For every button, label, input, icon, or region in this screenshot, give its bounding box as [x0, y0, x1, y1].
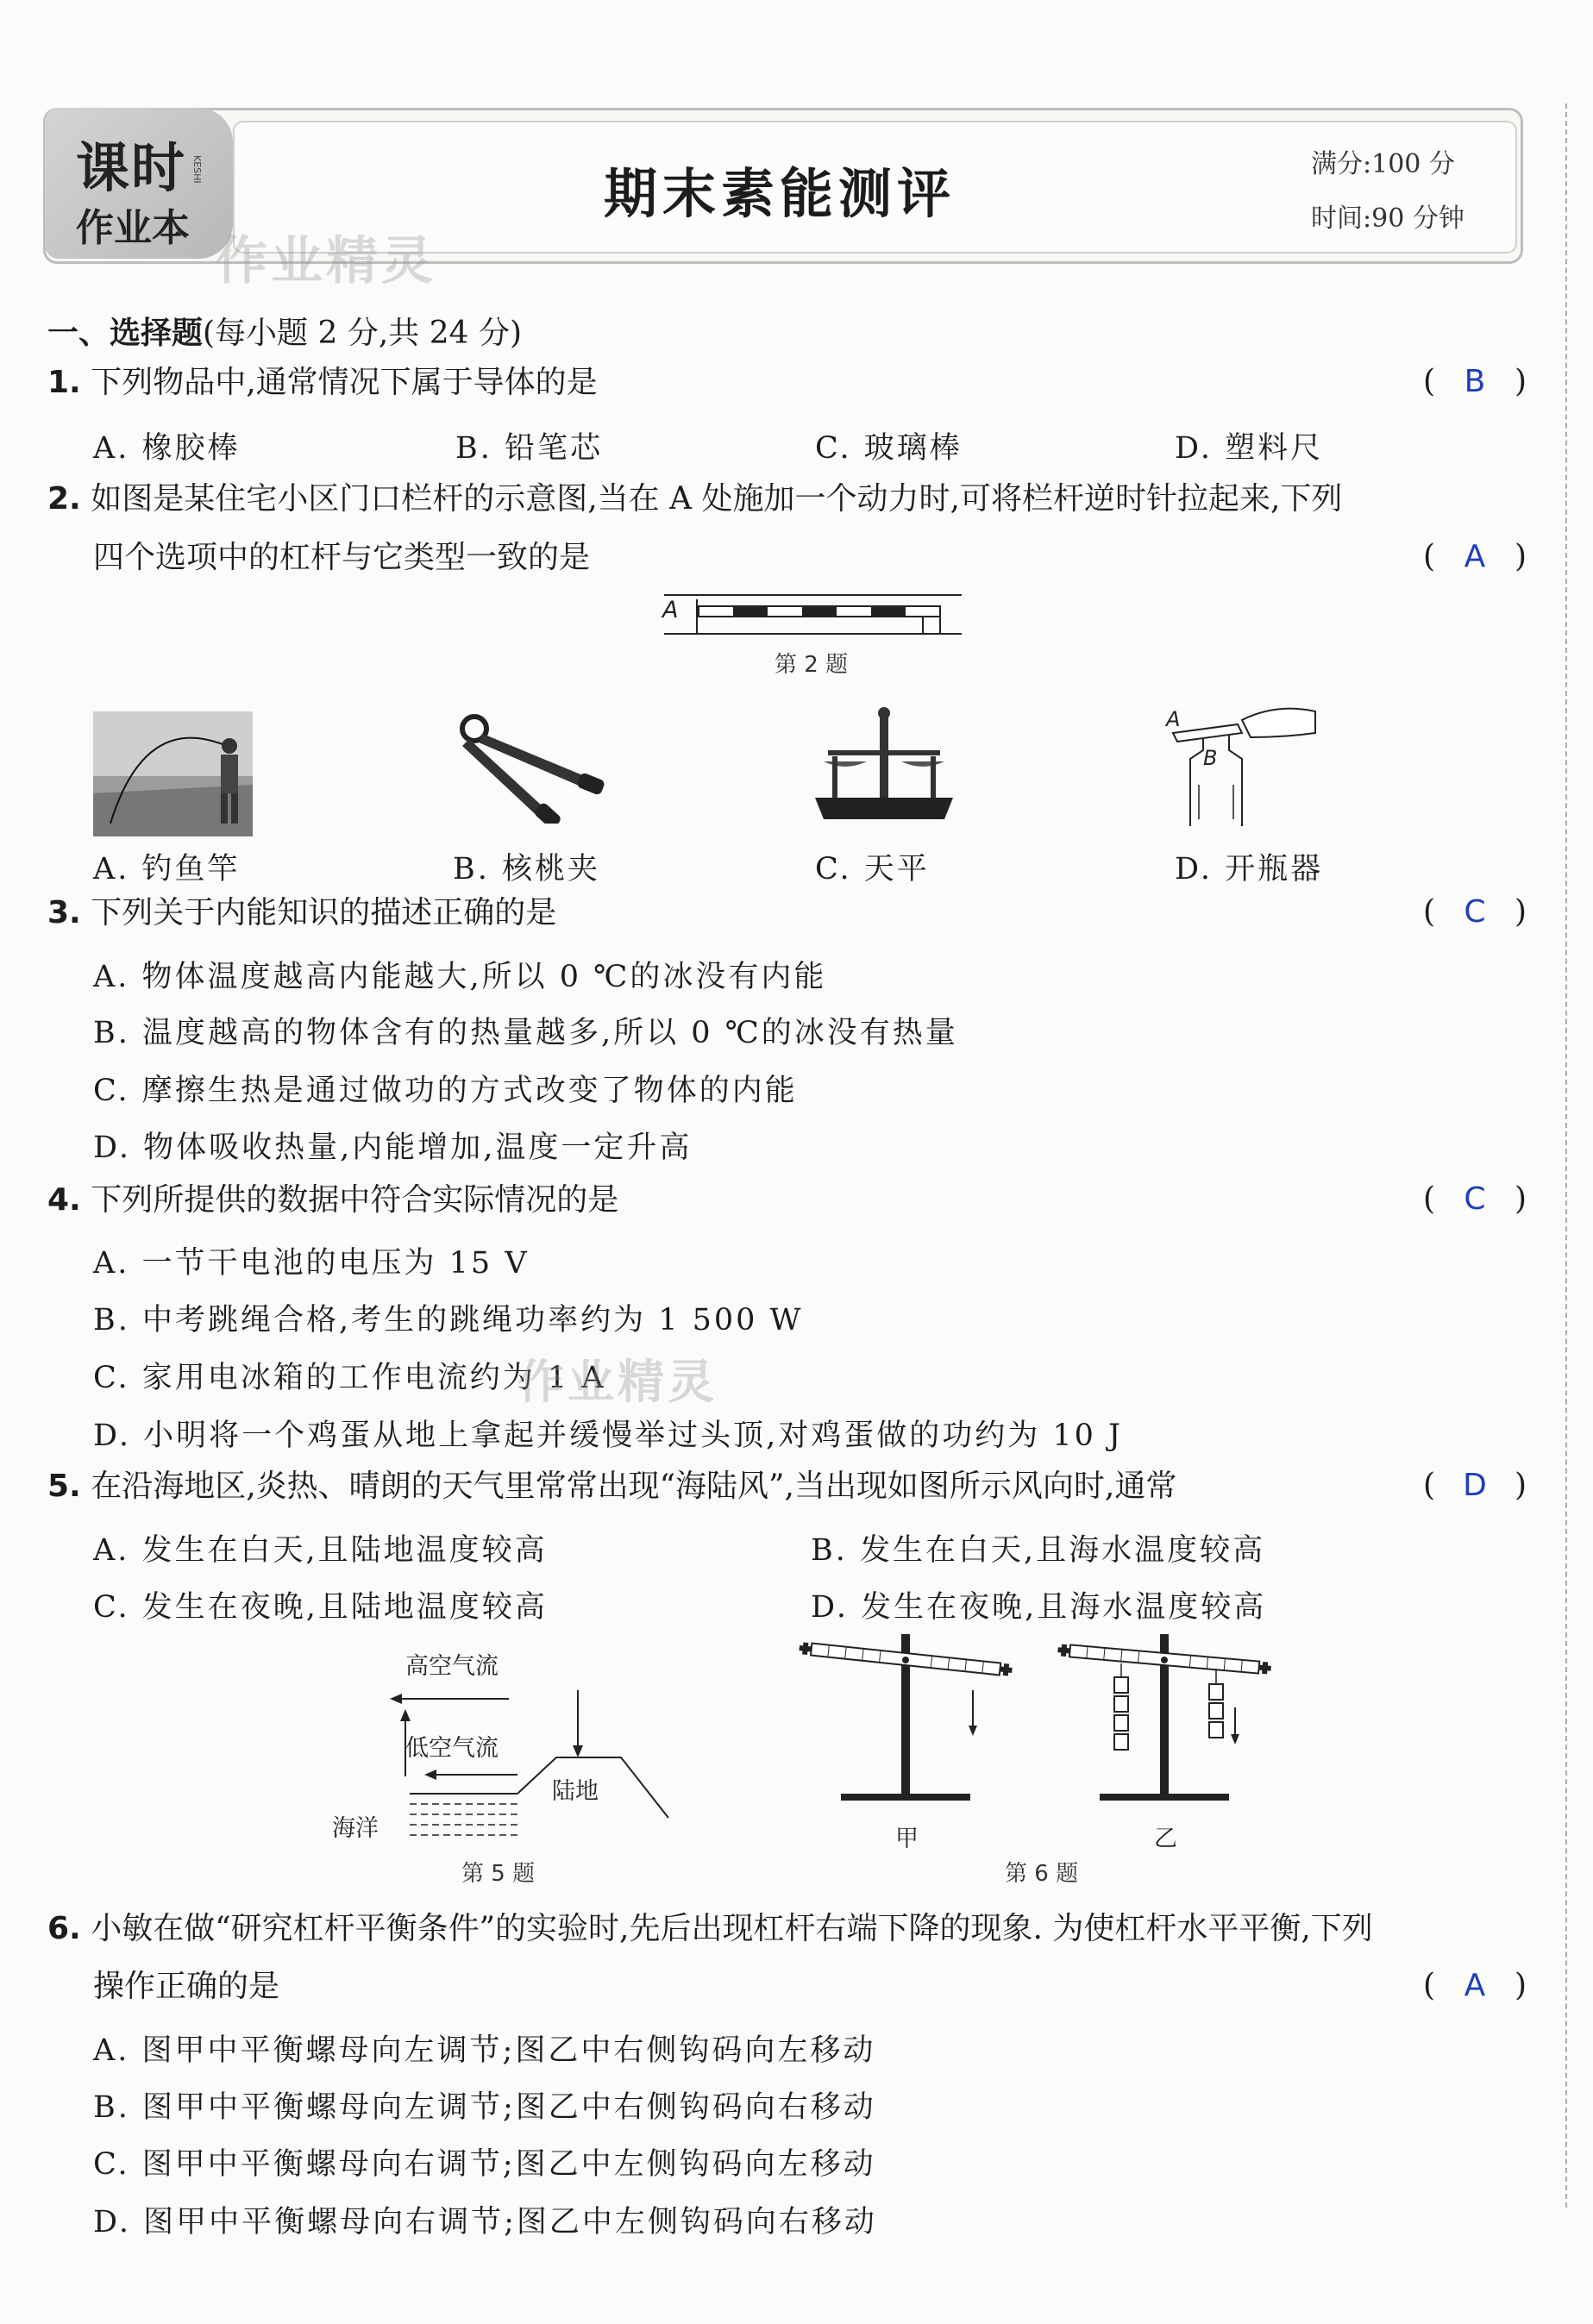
option-1a: A. 橡胶棒: [93, 431, 241, 466]
option-3a: A. 物体温度越高内能越大,所以 0 ℃的冰没有内能: [93, 960, 827, 994]
logo-tag: KESHI: [191, 155, 203, 184]
label-high-air: 高空气流: [405, 1653, 499, 1680]
question-4: [47, 1181, 618, 1218]
option-2c: C. 天平: [815, 852, 930, 886]
barrier-label-a: A: [662, 597, 679, 623]
option-6d: D. 图甲中平衡螺母向右调节;图乙中左侧钩码向右移动: [93, 2205, 877, 2239]
bottle-opener-image: [1156, 698, 1320, 828]
answer-value: C: [1464, 1181, 1486, 1217]
answer-value: B: [1464, 364, 1486, 399]
figure-caption-6: 第 6 题: [1005, 1861, 1079, 1887]
question-2: [47, 480, 1342, 517]
label-ocean: 海洋: [332, 1815, 379, 1842]
score-label: 满分:100 分: [1311, 149, 1455, 179]
question-number: 2.: [47, 481, 81, 517]
watermark: 作业精灵: [216, 231, 436, 291]
margin-dashed-line: [1565, 103, 1567, 2208]
option-1b: B. 铅笔芯: [455, 431, 603, 466]
option-5a: A. 发生在白天,且陆地温度较高: [93, 1533, 548, 1568]
question-number: 6.: [47, 1911, 81, 1946]
option-4b: B. 中考跳绳合格,考生的跳绳功率约为 1 500 W: [93, 1303, 804, 1337]
question-5: [47, 1468, 1176, 1505]
label-jia: 甲: [895, 1826, 919, 1852]
option-3d: D. 物体吸收热量,内能增加,温度一定升高: [93, 1131, 693, 1165]
option-6c: C. 图甲中平衡螺母向右调节;图乙中左侧钩码向左移动: [93, 2147, 876, 2182]
question-stem: 下列物品中,通常情况下属于导体的是: [91, 365, 598, 400]
sea-land-breeze-figure: [345, 1664, 690, 1863]
answer-3: ( C ): [1423, 894, 1527, 930]
option-3c: C. 摩擦生热是通过做功的方式改变了物体的内能: [93, 1074, 798, 1108]
answer-value: A: [1464, 1968, 1486, 2003]
label-low-air: 低空气流: [405, 1735, 499, 1762]
question-stem: 下列所提供的数据中符合实际情况的是: [91, 1182, 619, 1218]
option-2b: B. 核桃夹: [453, 852, 600, 886]
question-stem: 下列关于内能知识的描述正确的是: [91, 895, 557, 930]
answer-value: A: [1464, 539, 1486, 574]
question-stem: 在沿海地区,炎热、晴朗的天气里常常出现“海陆风”,当出现如图所示风向时,通常: [91, 1469, 1177, 1504]
question-6: [47, 1910, 1373, 1947]
logo-text-bottom: 作业本: [76, 206, 190, 250]
question-number: 3.: [47, 895, 81, 930]
option-4c: C. 家用电冰箱的工作电流约为 1 A: [93, 1361, 606, 1395]
option-5b: B. 发生在白天,且海水温度较高: [811, 1533, 1266, 1568]
option-5d: D. 发生在夜晚,且海水温度较高: [811, 1590, 1267, 1625]
figure-caption-5: 第 5 题: [461, 1861, 536, 1887]
answer-value: D: [1463, 1468, 1487, 1503]
option-4a: A. 一节干电池的电压为 15 V: [93, 1246, 530, 1281]
option-4d: D. 小明将一个鸡蛋从地上拿起并缓慢举过头顶,对鸡蛋做的功约为 10 J: [93, 1419, 1124, 1453]
opener-label-a: A: [1166, 707, 1181, 731]
option-3b: B. 温度越高的物体含有的热量越多,所以 0 ℃的冰没有热量: [93, 1016, 958, 1050]
fishing-rod-photo: [93, 711, 253, 836]
section-heading: [47, 309, 522, 353]
nutcracker-image: [448, 711, 608, 824]
option-6b: B. 图甲中平衡螺母向左调节;图乙中右侧钩码向右移动: [93, 2090, 876, 2125]
barrier-figure: [664, 591, 966, 642]
answer-4: ( C ): [1423, 1181, 1527, 1217]
balance-scale-image: [806, 703, 962, 824]
section-title: 一、选择题: [47, 316, 204, 351]
watermark-2: 作业精灵: [517, 1355, 718, 1409]
lever-figures: [793, 1626, 1276, 1815]
opener-label-b: B: [1203, 746, 1218, 770]
option-5c: C. 发生在夜晚,且陆地温度较高: [93, 1590, 548, 1625]
label-yi: 乙: [1154, 1826, 1177, 1852]
question-number: 1.: [47, 365, 81, 400]
page-title: 期末素能测评: [604, 162, 956, 225]
time-label: 时间:90 分钟: [1311, 204, 1464, 234]
logo-text-top: 课时: [76, 136, 187, 199]
question-stem-line2: 操作正确的是: [93, 1969, 280, 2004]
question-1: [47, 364, 598, 401]
question-3: [47, 894, 556, 931]
option-2d: D. 开瓶器: [1175, 852, 1324, 886]
option-1d: D. 塑料尺: [1175, 431, 1324, 466]
figure-caption-2: 第 2 题: [775, 652, 849, 678]
question-stem-line2: 四个选项中的杠杆与它类型一致的是: [93, 540, 591, 575]
answer-5: ( D ): [1423, 1468, 1527, 1503]
answer-value: C: [1464, 894, 1486, 930]
section-note: (每小题 2 分,共 24 分): [203, 316, 523, 351]
question-stem-line1: 如图是某住宅小区门口栏杆的示意图,当在 A 处施加一个动力时,可将栏杆逆时针拉起来,下列: [91, 481, 1343, 517]
answer-6: ( A ): [1423, 1968, 1527, 2003]
option-2a: A. 钓鱼竿: [93, 852, 241, 886]
question-number: 4.: [47, 1182, 81, 1218]
question-number: 5.: [47, 1469, 81, 1504]
option-1c: C. 玻璃棒: [815, 431, 963, 466]
answer-2: ( A ): [1423, 539, 1527, 574]
question-stem-line1: 小敏在做“研究杠杆平衡条件”的实验时,先后出现杠杆右端下降的现象. 为使杠杆水平平衡,下列: [91, 1911, 1373, 1946]
answer-1: ( B ): [1423, 364, 1527, 399]
label-land: 陆地: [552, 1778, 599, 1805]
option-6a: A. 图甲中平衡螺母向左调节;图乙中右侧钩码向左移动: [93, 2033, 876, 2068]
